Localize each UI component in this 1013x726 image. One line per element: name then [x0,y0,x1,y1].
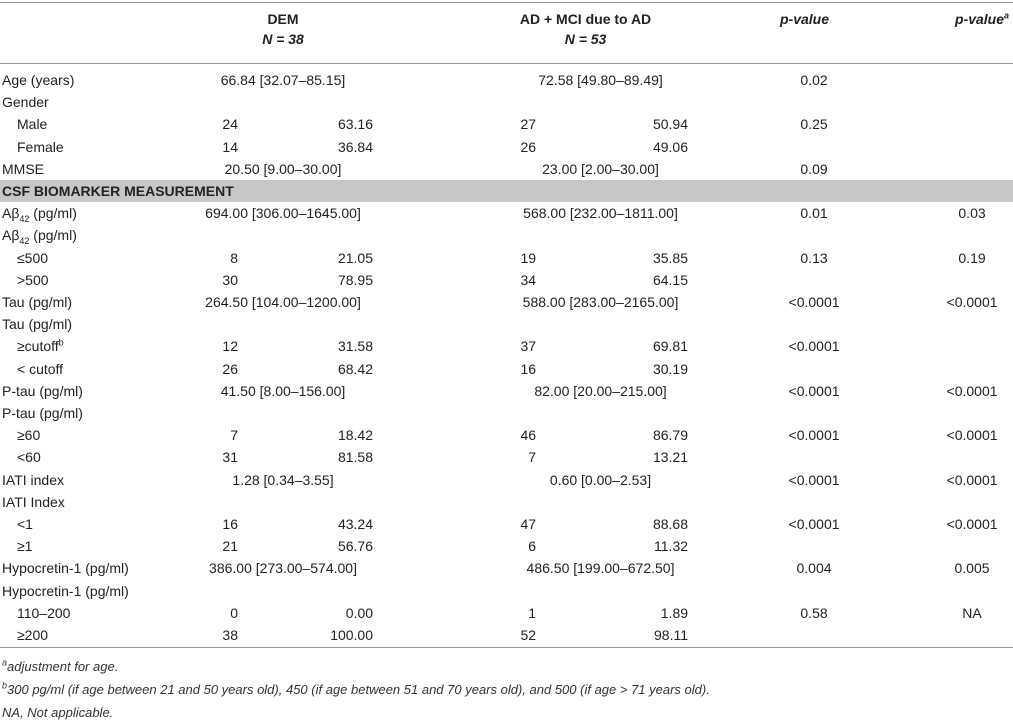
p-value-cell: 0.004 [796,560,832,577]
row-label: Male [17,116,48,133]
table-row [0,624,1013,646]
p-value-cell: <0.0001 [788,382,840,399]
row-label: ≥1 [17,538,33,555]
table-row [0,91,1013,113]
table-row [0,113,1013,135]
row-label: Gender [2,94,49,111]
dem-median-range: 66.84 [32.07–85.15] [220,72,346,88]
ad-count: 26 [520,138,537,155]
dem-count: 14 [222,138,238,155]
p-value-cell: <0.0001 [788,471,840,488]
p-value-adjusted-cell: 0.19 [958,249,986,266]
spacer [373,136,491,158]
bottom-rule [0,647,1013,648]
row-label: ≥60 [17,427,41,444]
p-value-cell: <0.0001 [788,427,840,444]
p-value-cell: <0.0001 [788,516,840,533]
table-row [0,402,1013,424]
table-row [0,446,1013,468]
row-label: ≥200 [17,627,49,644]
spacer [373,535,491,557]
p-value-cell [688,136,851,158]
spacer [373,335,491,357]
row-label: Female [17,138,64,155]
dem-median-range: 694.00 [306.00–1645.00] [205,205,361,222]
row-label: <1 [17,516,33,533]
table-row [0,513,1013,535]
table-row [0,491,1013,513]
ad-percent: 11.32 [654,538,689,555]
ad-percent: 69.81 [652,338,689,355]
footnote: $^a$adjustment for age. [2,657,119,674]
table-row [0,335,1013,357]
p-value-cell: <0.0001 [788,338,840,355]
p-value-cell [688,535,851,557]
ad-median-range: 568.00 [232.00–1811.00] [523,205,678,222]
ad-count: 19 [520,249,537,266]
row-label: MMSE [2,160,44,177]
dem-count: 0 [230,604,238,621]
dem-median-range: 41.50 [8.00–156.00] [220,382,346,399]
table-row [0,580,1013,602]
ad-median-range: 0.60 [0.00–2.53] [549,471,652,488]
table-footnotes [2,655,1007,724]
p-value-adjusted-cell: <0.0001 [946,294,998,311]
spacer [373,624,491,646]
table-row [0,358,1013,380]
table-row [0,69,1013,91]
ad-count: 16 [520,360,537,377]
dem-percent: 63.16 [337,116,374,133]
dem-median-range: 1.28 [0.34–3.55] [232,471,334,488]
row-label: Tau (pg/ml) [2,294,73,311]
header-dem [193,3,373,69]
p-value-adjusted-cell: <0.0001 [946,382,998,399]
p-value-cell: 0.01 [800,205,828,222]
p-value-cell [688,446,851,468]
dem-count: 8 [230,249,238,266]
p-value-cell: 0.25 [800,116,828,133]
p-value-cell: 0.09 [800,160,828,177]
p-value-cell: 0.02 [800,72,828,88]
header-pvalue-adjusted: p-value$^a$ [954,10,1010,27]
table-row [0,380,1013,402]
header-pvalue: p-value [780,11,830,27]
row-label: 110–200 [17,604,71,621]
p-value-adjusted-cell: 0.03 [958,205,986,222]
row-label: IATI Index [2,493,65,510]
table-row [0,535,1013,557]
ad-median-range: 486.50 [199.00–672.50] [526,560,675,577]
dem-count: 38 [222,627,238,644]
dem-percent: 81.58 [337,449,374,466]
p-value-cell [688,624,851,646]
row-label: < cutoff [17,360,64,377]
dem-count: 24 [222,116,238,133]
table-row [0,247,1013,269]
table-row [0,291,1013,313]
p-value-adjusted-cell [851,269,1013,291]
row-label: >500 [17,271,49,288]
p-value-adjusted-cell: 0.005 [954,560,990,577]
ad-median-range: 588.00 [283.00–2165.00] [522,294,679,311]
row-label: $A\beta_{42}$ (pg/ml) [2,205,77,225]
table-row [0,158,1013,180]
dem-percent: 78.95 [337,271,374,288]
p-value-adjusted-cell [851,335,1013,357]
ad-percent: 64.15 [652,271,689,288]
header-ad-n: N = 53 [564,31,607,47]
dem-percent: 43.24 [337,516,374,533]
section-header-row [0,180,1013,202]
p-value-adjusted-cell [851,358,1013,380]
ad-percent: 50.94 [652,116,689,133]
section-title: CSF BIOMARKER MEASUREMENT [0,180,1013,202]
spacer [373,113,491,135]
p-value-adjusted-cell: <0.0001 [946,471,998,488]
dem-count: 30 [222,271,238,288]
footnote: $^b$300 pg/ml (if age between 21 and 50 years old), 450 (if age between 51 and 70 years old), and 500 (if age > 71 years old). [2,680,710,697]
table-row [0,269,1013,291]
table-row [0,469,1013,491]
ad-count: 27 [520,116,537,133]
ad-percent: 98.11 [654,627,689,644]
dem-median-range: 386.00 [273.00–574.00] [209,560,357,577]
ad-count: 7 [528,449,537,466]
ad-count: 37 [520,338,537,355]
p-value-adjusted-cell [851,535,1013,557]
row-label: Hypocretin-1 (pg/ml) [2,582,129,599]
spacer [373,358,491,380]
p-value-adjusted-cell [851,446,1013,468]
ad-count: 47 [520,516,537,533]
table-row [0,224,1013,246]
dem-count: 12 [222,338,238,355]
table-header-row [0,3,1013,69]
p-value-adjusted-cell: <0.0001 [946,516,998,533]
footnote: NA, Not applicable. [2,705,114,720]
dem-median-range: 264.50 [104.00–1200.00] [205,294,361,311]
table-row [0,557,1013,579]
p-value-adjusted-cell [851,158,1013,180]
ad-count: 52 [520,627,537,644]
dem-count: 26 [222,360,238,377]
p-value-adjusted-cell [851,624,1013,646]
dem-percent: 18.42 [337,427,374,444]
ad-median-range: 82.00 [20.00–215.00] [534,382,667,399]
p-value-adjusted-cell [851,113,1013,135]
ad-count: 34 [520,271,537,288]
ad-percent: 49.06 [652,138,689,155]
table-row [0,602,1013,624]
spacer [373,269,491,291]
dem-percent: 56.76 [337,538,374,555]
ad-median-range: 23.00 [2.00–30.00] [542,160,659,177]
row-label: $A\beta_{42}$ (pg/ml) [2,227,77,247]
spacer [373,513,491,535]
ad-median-range: 72.58 [49.80–89.49] [538,72,663,88]
spacer [373,424,491,446]
p-value-adjusted-cell: NA [962,604,982,621]
spacer [373,446,491,468]
header-dem-n: N = 38 [262,31,304,47]
dem-percent: 68.42 [337,360,374,377]
ad-percent: 13.21 [652,449,689,466]
p-value-cell: <0.0001 [788,294,840,311]
p-value-adjusted-cell: <0.0001 [946,427,998,444]
row-label: P-tau (pg/ml) [2,382,83,399]
dem-count: 7 [230,427,238,444]
dem-percent: 21.05 [337,249,374,266]
ad-percent: 86.79 [652,427,689,444]
header-dem-title: DEM [267,11,299,27]
row-label: Tau (pg/ml) [2,316,73,333]
header-ad-title: AD + MCI due to AD [519,11,652,27]
dem-percent: 31.58 [337,338,374,355]
header-ad [373,3,688,69]
ad-percent: 35.85 [652,249,689,266]
dem-count: 31 [222,449,238,466]
characteristics-table [0,3,1013,646]
table-row [0,202,1013,224]
row-label: ≤500 [17,249,49,266]
p-value-cell: 0.58 [800,604,828,621]
ad-percent: 88.68 [652,516,689,533]
p-value-adjusted-cell [851,69,1013,91]
spacer [373,247,491,269]
ad-count: 1 [528,604,537,621]
dem-percent: 36.84 [337,138,374,155]
ad-percent: 30.19 [652,360,689,377]
p-value-cell: 0.13 [800,249,828,266]
p-value-cell [688,269,851,291]
ad-count: 46 [520,427,537,444]
row-label: <60 [17,449,41,466]
ad-percent: 1.89 [660,604,689,621]
spacer [373,602,491,624]
row-label: Hypocretin-1 (pg/ml) [2,560,129,577]
dem-count: 16 [222,516,238,533]
table-row [0,424,1013,446]
ad-count: 6 [528,538,537,555]
dem-median-range: 20.50 [9.00–30.00] [224,160,342,177]
dem-count: 21 [222,538,238,555]
row-label: IATI index [2,471,64,488]
row-label: ≥cutoff$^b$ [17,337,64,355]
p-value-cell [688,358,851,380]
table-row [0,136,1013,158]
p-value-adjusted-cell [851,136,1013,158]
dem-percent: 0.00 [345,604,374,621]
dem-percent: 100.00 [330,627,374,644]
table-row [0,313,1013,335]
row-label: Age (years) [2,72,75,88]
row-label: P-tau (pg/ml) [2,405,83,422]
